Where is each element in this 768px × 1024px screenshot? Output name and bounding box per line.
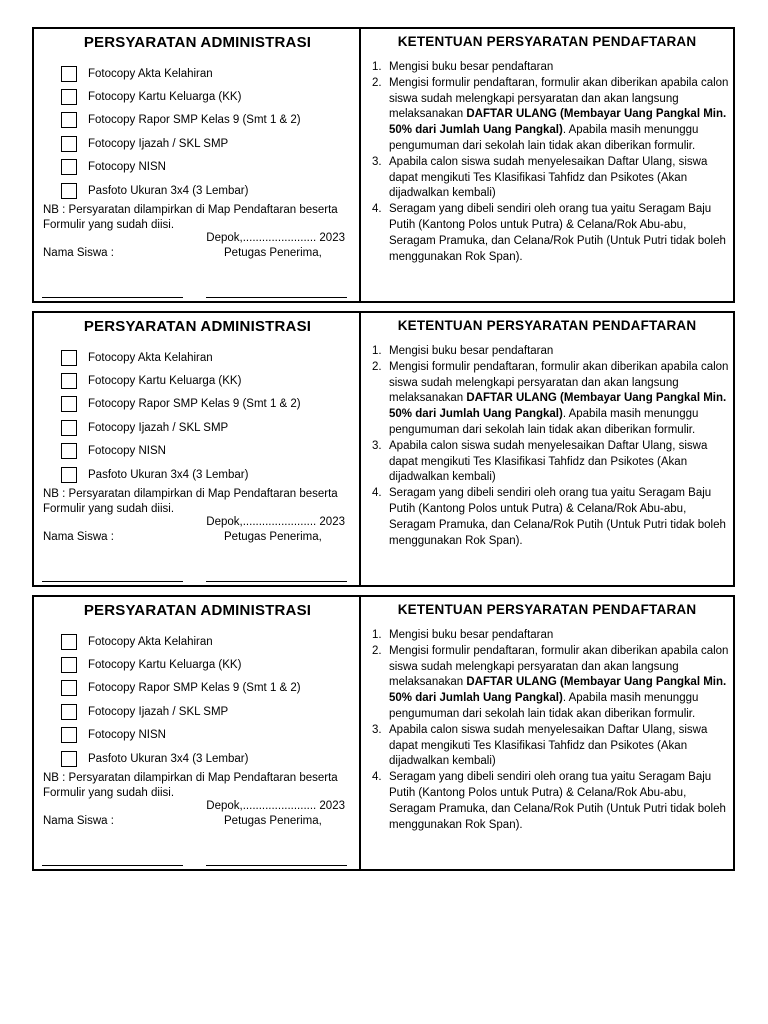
checkbox[interactable] <box>61 350 77 366</box>
administrative-requirements-section <box>34 597 361 869</box>
administrative-requirements-title: PERSYARATAN ADMINISTRASI <box>83 318 312 335</box>
checkbox[interactable] <box>61 112 77 128</box>
term-text: Mengisi formulir pendaftaran, formulir akan diberikan apabila calon siswa sudah melengkapi persyaratan dan akan langsung melaksanakan <box>389 360 729 405</box>
checklist-item <box>61 179 301 202</box>
administrative-requirements-title: PERSYARATAN ADMINISTRASI <box>83 34 312 51</box>
checklist-item <box>61 346 301 369</box>
checklist-item-label: Fotocopy Kartu Keluarga (KK) <box>88 91 242 104</box>
checklist-item <box>61 653 301 676</box>
checkbox[interactable] <box>61 751 77 767</box>
document-checklist <box>61 346 301 486</box>
registration-term-item <box>369 155 731 202</box>
checklist-item-label: Fotocopy Akta Kelahiran <box>88 635 213 648</box>
checkbox[interactable] <box>61 443 77 459</box>
registration-term-item <box>369 344 731 360</box>
registration-term-item <box>369 60 731 76</box>
student-name-label: Nama Siswa : <box>43 247 114 259</box>
term-bold-text: DAFTAR ULANG (Membayar Uang Pangkal Min. 50% dari Jumlah Uang Pangkal) <box>389 108 727 137</box>
term-bold-text: DAFTAR ULANG (Membayar Uang Pangkal Min. 50% dari Jumlah Uang Pangkal) <box>389 392 727 421</box>
checklist-item <box>61 369 301 392</box>
student-signature-line <box>42 581 183 582</box>
checkbox[interactable] <box>61 680 77 696</box>
term-text: Seragam yang dibeli sendiri oleh orang tua yaitu Seragam Baju Putih (Kantong Polos untuk Putra) & Celana/Rok Abu-abu, Seragam Pramuka, dan Celana/Rok Putih (Untuk Putri tidak boleh menggunakan Rok Span). <box>389 771 726 831</box>
term-text: Seragam yang dibeli sendiri oleh orang tua yaitu Seragam Baju Putih (Kantong Polos untuk Putra) & Celana/Rok Abu-abu, Seragam Pramuka, dan Celana/Rok Putih (Untuk Putri tidak boleh menggunakan Rok Span). <box>389 203 726 263</box>
checkbox[interactable] <box>61 183 77 199</box>
document-checklist <box>61 62 301 202</box>
term-text: Mengisi buku besar pendaftaran <box>389 629 554 641</box>
registration-term-item <box>369 628 731 644</box>
document-checklist <box>61 630 301 770</box>
receiving-officer-label: Petugas Penerima, <box>224 247 322 259</box>
registration-term-item <box>369 76 731 155</box>
term-number: 2. <box>372 644 382 657</box>
checklist-item-label: Fotocopy Akta Kelahiran <box>88 67 213 80</box>
registration-terms-list <box>369 344 731 549</box>
checkbox[interactable] <box>61 136 77 152</box>
registration-form-card <box>32 311 735 587</box>
officer-signature-line <box>206 581 347 582</box>
term-bold-text: DAFTAR ULANG (Membayar Uang Pangkal Min. 50% dari Jumlah Uang Pangkal) <box>389 676 727 705</box>
term-number: 3. <box>372 439 382 452</box>
officer-signature-line <box>206 865 347 866</box>
checkbox[interactable] <box>61 66 77 82</box>
checklist-item-label: Fotocopy Rapor SMP Kelas 9 (Smt 1 & 2) <box>88 114 301 127</box>
registration-term-item <box>369 723 731 770</box>
student-name-label: Nama Siswa : <box>43 531 114 543</box>
term-text-continued: . Apabila masih menunggu pengumuman dari sekolah lain tidak akan diberikan formulir. <box>389 408 699 436</box>
checklist-item <box>61 463 301 486</box>
registration-terms-section <box>361 597 733 869</box>
checklist-item-label: Fotocopy Akta Kelahiran <box>88 351 213 364</box>
checklist-item <box>61 62 301 85</box>
term-number: 4. <box>372 203 382 216</box>
receiving-officer-label: Petugas Penerima, <box>224 815 322 827</box>
student-signature-line <box>42 865 183 866</box>
checkbox[interactable] <box>61 727 77 743</box>
checkbox[interactable] <box>61 634 77 650</box>
registration-terms-list <box>369 60 731 265</box>
checklist-item <box>61 747 301 770</box>
registration-terms-section <box>361 29 733 301</box>
checkbox[interactable] <box>61 373 77 389</box>
term-text: Apabila calon siswa sudah menyelesaikan Daftar Ulang, siswa dapat mengikuti Tes Klasifikasi Tahfidz dan Psikotes (Akan dijadwalkan kembali) <box>389 155 708 200</box>
registration-form-card <box>32 595 735 871</box>
nb-note: NB : Persyaratan dilampirkan di Map Pendaftaran beserta Formulir yang sudah diisi. <box>43 488 338 515</box>
nb-note: NB : Persyaratan dilampirkan di Map Pendaftaran beserta Formulir yang sudah diisi. <box>43 772 338 799</box>
checklist-item-label: Fotocopy Kartu Keluarga (KK) <box>88 659 242 672</box>
term-text: Seragam yang dibeli sendiri oleh orang tua yaitu Seragam Baju Putih (Kantong Polos untuk Putra) & Celana/Rok Abu-abu, Seragam Pramuka, dan Celana/Rok Putih (Untuk Putri tidak boleh menggunakan Rok Span). <box>389 487 726 547</box>
registration-terms-section <box>361 313 733 585</box>
registration-term-item <box>369 360 731 439</box>
registration-term-item <box>369 439 731 486</box>
term-number: 1. <box>372 61 382 73</box>
checklist-item <box>61 393 301 416</box>
administrative-requirements-section <box>34 29 361 301</box>
term-number: 3. <box>372 723 382 736</box>
registration-term-item <box>369 202 731 265</box>
checklist-item-label: Pasfoto Ukuran 3x4 (3 Lembar) <box>88 752 249 765</box>
checklist-item <box>61 156 301 179</box>
checklist-item <box>61 724 301 747</box>
term-text: Apabila calon siswa sudah menyelesaikan Daftar Ulang, siswa dapat mengikuti Tes Klasifikasi Tahfidz dan Psikotes (Akan dijadwalkan kembali) <box>389 439 708 484</box>
administrative-requirements-title: PERSYARATAN ADMINISTRASI <box>83 602 312 619</box>
term-text-continued: . Apabila masih menunggu pengumuman dari sekolah lain tidak akan diberikan formulir. <box>389 692 699 720</box>
checkbox[interactable] <box>61 657 77 673</box>
checkbox[interactable] <box>61 396 77 412</box>
date-line: Depok,....................... 2023 <box>206 516 345 528</box>
term-text: Mengisi buku besar pendaftaran <box>389 345 554 357</box>
checklist-item <box>61 677 301 700</box>
date-line: Depok,....................... 2023 <box>206 232 345 244</box>
officer-signature-line <box>206 297 347 298</box>
administrative-requirements-section <box>34 313 361 585</box>
checklist-item-label: Pasfoto Ukuran 3x4 (3 Lembar) <box>88 184 249 197</box>
term-number: 1. <box>372 629 382 641</box>
checklist-item <box>61 700 301 723</box>
checklist-item-label: Fotocopy Ijazah / SKL SMP <box>88 705 229 718</box>
checklist-item-label: Fotocopy Ijazah / SKL SMP <box>88 421 229 434</box>
checklist-item-label: Fotocopy NISN <box>88 445 166 458</box>
term-number: 4. <box>372 487 382 500</box>
registration-term-item <box>369 644 731 723</box>
term-text: Mengisi formulir pendaftaran, formulir akan diberikan apabila calon siswa sudah melengkapi persyaratan dan akan langsung melaksanakan <box>389 76 729 121</box>
checkbox[interactable] <box>61 89 77 105</box>
student-name-label: Nama Siswa : <box>43 815 114 827</box>
receiving-officer-label: Petugas Penerima, <box>224 531 322 543</box>
checklist-item <box>61 85 301 108</box>
registration-terms-title: KETENTUAN PERSYARATAN PENDAFTARAN <box>397 34 697 49</box>
term-number: 2. <box>372 360 382 373</box>
checklist-item <box>61 440 301 463</box>
checklist-item-label: Fotocopy Ijazah / SKL SMP <box>88 137 229 150</box>
term-number: 4. <box>372 771 382 784</box>
registration-term-item <box>369 486 731 549</box>
registration-terms-list <box>369 628 731 833</box>
term-text: Apabila calon siswa sudah menyelesaikan Daftar Ulang, siswa dapat mengikuti Tes Klasifikasi Tahfidz dan Psikotes (Akan dijadwalkan kembali) <box>389 723 708 768</box>
registration-form-card <box>32 27 735 303</box>
checklist-item <box>61 132 301 155</box>
checklist-item-label: Fotocopy Rapor SMP Kelas 9 (Smt 1 & 2) <box>88 682 301 695</box>
checklist-item <box>61 630 301 653</box>
checklist-item <box>61 416 301 439</box>
checkbox[interactable] <box>61 467 77 483</box>
term-text: Mengisi formulir pendaftaran, formulir akan diberikan apabila calon siswa sudah melengkapi persyaratan dan akan langsung melaksanakan <box>389 644 729 689</box>
date-line: Depok,....................... 2023 <box>206 800 345 812</box>
term-number: 2. <box>372 76 382 89</box>
checklist-item-label: Fotocopy Rapor SMP Kelas 9 (Smt 1 & 2) <box>88 398 301 411</box>
term-text-continued: . Apabila masih menunggu pengumuman dari sekolah lain tidak akan diberikan formulir. <box>389 124 699 152</box>
checklist-item-label: Fotocopy NISN <box>88 161 166 174</box>
student-signature-line <box>42 297 183 298</box>
checklist-item-label: Fotocopy Kartu Keluarga (KK) <box>88 375 242 388</box>
checkbox[interactable] <box>61 159 77 175</box>
term-number: 1. <box>372 345 382 357</box>
nb-note: NB : Persyaratan dilampirkan di Map Pendaftaran beserta Formulir yang sudah diisi. <box>43 204 338 231</box>
registration-terms-title: KETENTUAN PERSYARATAN PENDAFTARAN <box>397 602 697 617</box>
checkbox[interactable] <box>61 420 77 436</box>
term-text: Mengisi buku besar pendaftaran <box>389 61 554 73</box>
registration-terms-title: KETENTUAN PERSYARATAN PENDAFTARAN <box>397 318 697 333</box>
checkbox[interactable] <box>61 704 77 720</box>
checklist-item <box>61 109 301 132</box>
checklist-item-label: Pasfoto Ukuran 3x4 (3 Lembar) <box>88 468 249 481</box>
term-number: 3. <box>372 155 382 168</box>
checklist-item-label: Fotocopy NISN <box>88 729 166 742</box>
registration-term-item <box>369 770 731 833</box>
